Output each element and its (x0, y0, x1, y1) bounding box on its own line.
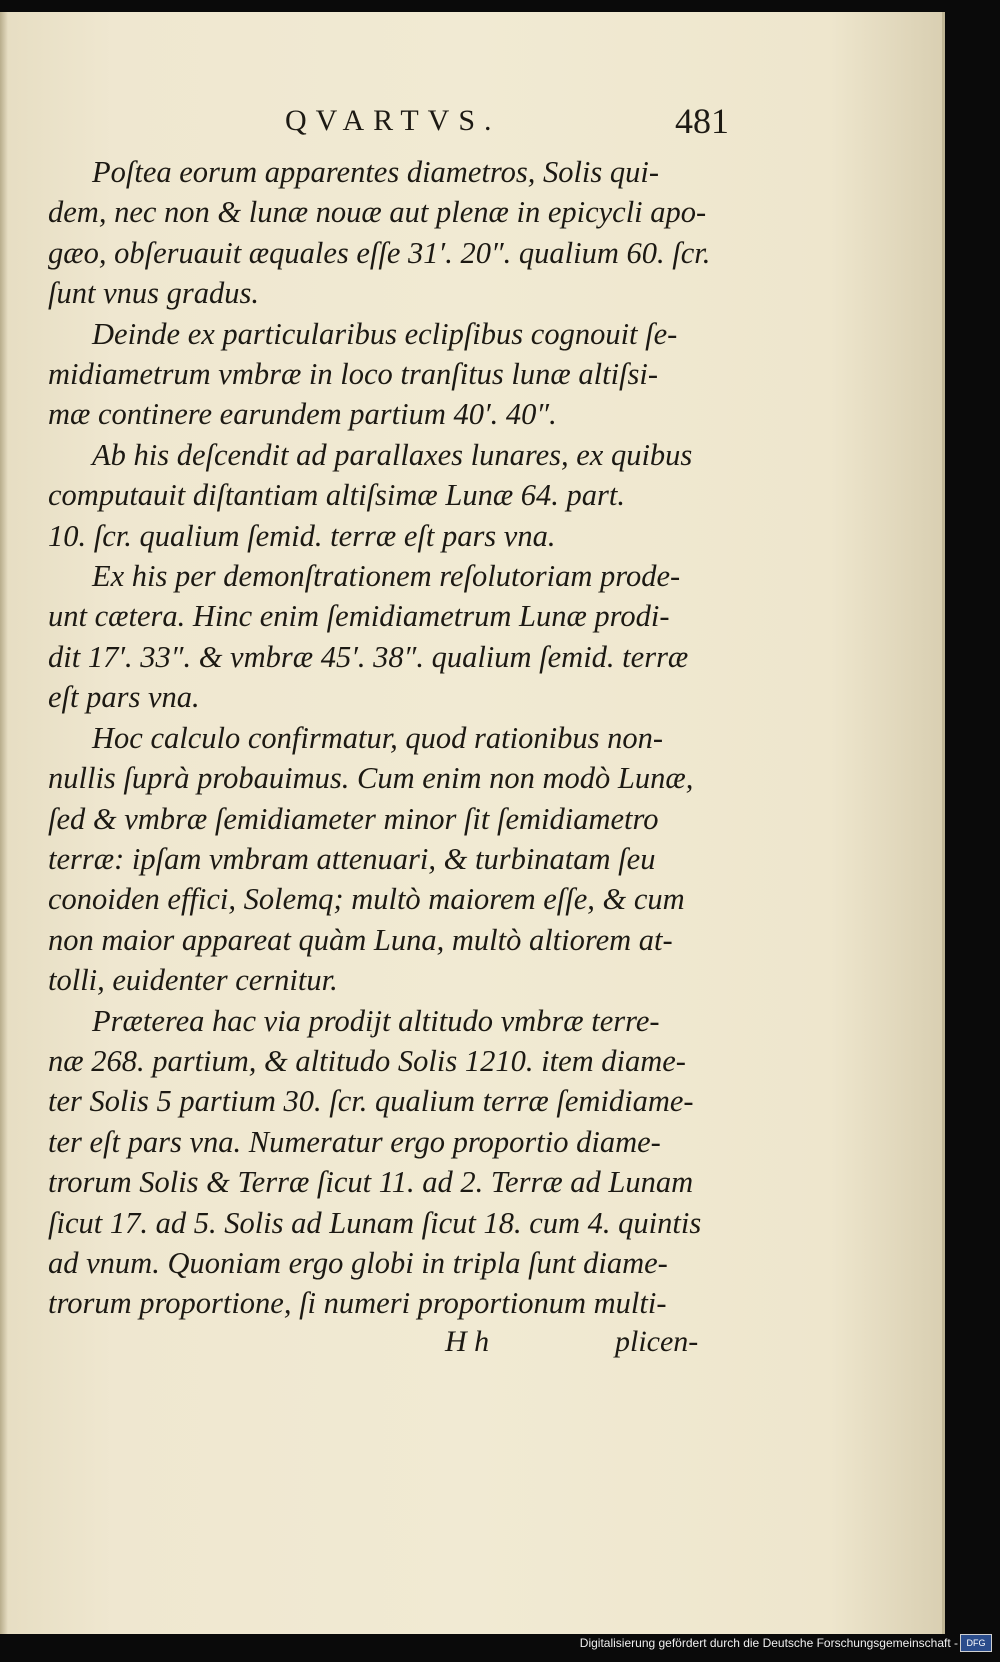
text-line: ter Solis 5 partium 30. ſcr. qualium terræ ſemidiame- (48, 1084, 694, 1119)
text-line: dit 17′. 33″. & vmbræ 45′. 38″. qualium ſemid. terræ (48, 639, 689, 674)
text-line: ſunt vnus gradus. (48, 276, 259, 311)
paragraph-1 (48, 152, 760, 314)
body-text (48, 152, 760, 1324)
text-line: trorum proportione, ſi numeri proportionum multi- (48, 1286, 667, 1321)
paragraph-5 (48, 718, 760, 1001)
text-line: mæ continere earundem partium 40′. 40″. (48, 397, 557, 432)
footer-credit: Digitalisierung gefördert durch die Deutsche Forschungsgemeinschaft - (579, 1636, 958, 1650)
text-line: Deinde ex particularibus eclipſibus cognouit ſe- (92, 316, 678, 351)
text-line: gæo, obſeruauit æquales eſſe 31′. 20″. qualium 60. ſcr. (48, 235, 711, 270)
paragraph-4 (48, 556, 760, 718)
text-line: Poſtea eorum apparentes diametros, Solis qui- (92, 155, 660, 189)
text-line: terræ: ipſam vmbram attenuari, & turbinatam ſeu (48, 841, 656, 876)
text-line: Ex his per demonſtrationem reſolutoriam prode- (92, 559, 681, 594)
digitization-footer (0, 1632, 1000, 1654)
text-line: non maior appareat quàm Luna, multò altiorem at- (48, 922, 673, 957)
text-line: conoiden effici, Solemq; multò maiorem eſſe, & cum (48, 882, 685, 917)
text-line: dem, nec non & lunæ nouæ aut plenæ in epicycli apo- (48, 195, 707, 230)
book-page (0, 12, 945, 1634)
text-line: næ 268. partium, & altitudo Solis 1210. item diame- (48, 1043, 686, 1078)
catchword: plicen- (615, 1325, 699, 1358)
paragraph-2 (48, 314, 760, 435)
signature-mark: H h (445, 1325, 490, 1358)
text-line: Hoc calculo confirmatur, quod rationibus non- (92, 720, 663, 755)
text-line: Præterea hac via prodijt altitudo vmbræ terre- (92, 1003, 660, 1038)
text-line: nullis ſuprà probauimus. Cum enim non modò Lunæ, (48, 761, 694, 796)
paragraph-6 (48, 1001, 760, 1324)
paragraph-3 (48, 435, 760, 556)
text-line: midiametrum vmbræ in loco tranſitus lunæ altiſsi- (48, 357, 659, 392)
text-line: tolli, euidenter cernitur. (48, 963, 338, 998)
text-line: unt cætera. Hinc enim ſemidiametrum Lunæ prodi- (48, 599, 670, 634)
running-head: QVARTVS. (285, 104, 501, 137)
page-header (0, 101, 942, 154)
text-line: Ab his deſcendit ad parallaxes lunares, ex quibus (92, 437, 693, 472)
dfg-logo-icon: DFG (960, 1634, 992, 1652)
catchline (0, 1325, 942, 1369)
text-line: ad vnum. Quoniam ergo globi in tripla ſunt diame- (48, 1245, 668, 1280)
text-line: eſt pars vna. (48, 680, 200, 715)
text-line: trorum Solis & Terræ ſicut 11. ad 2. Terræ ad Lunam (48, 1165, 694, 1200)
text-line: ſed & vmbræ ſemidiameter minor ſit ſemidiametro (48, 801, 659, 836)
page-number: 481 (675, 101, 729, 141)
text-line: computauit diſtantiam altiſsimæ Lunæ 64. part. (48, 478, 626, 513)
text-line: ſicut 17. ad 5. Solis ad Lunam ſicut 18. cum 4. quintis (48, 1205, 702, 1240)
text-line: ter eſt pars vna. Numeratur ergo proportio diame- (48, 1124, 661, 1159)
text-line: 10. ſcr. qualium ſemid. terræ eſt pars vna. (48, 518, 556, 553)
